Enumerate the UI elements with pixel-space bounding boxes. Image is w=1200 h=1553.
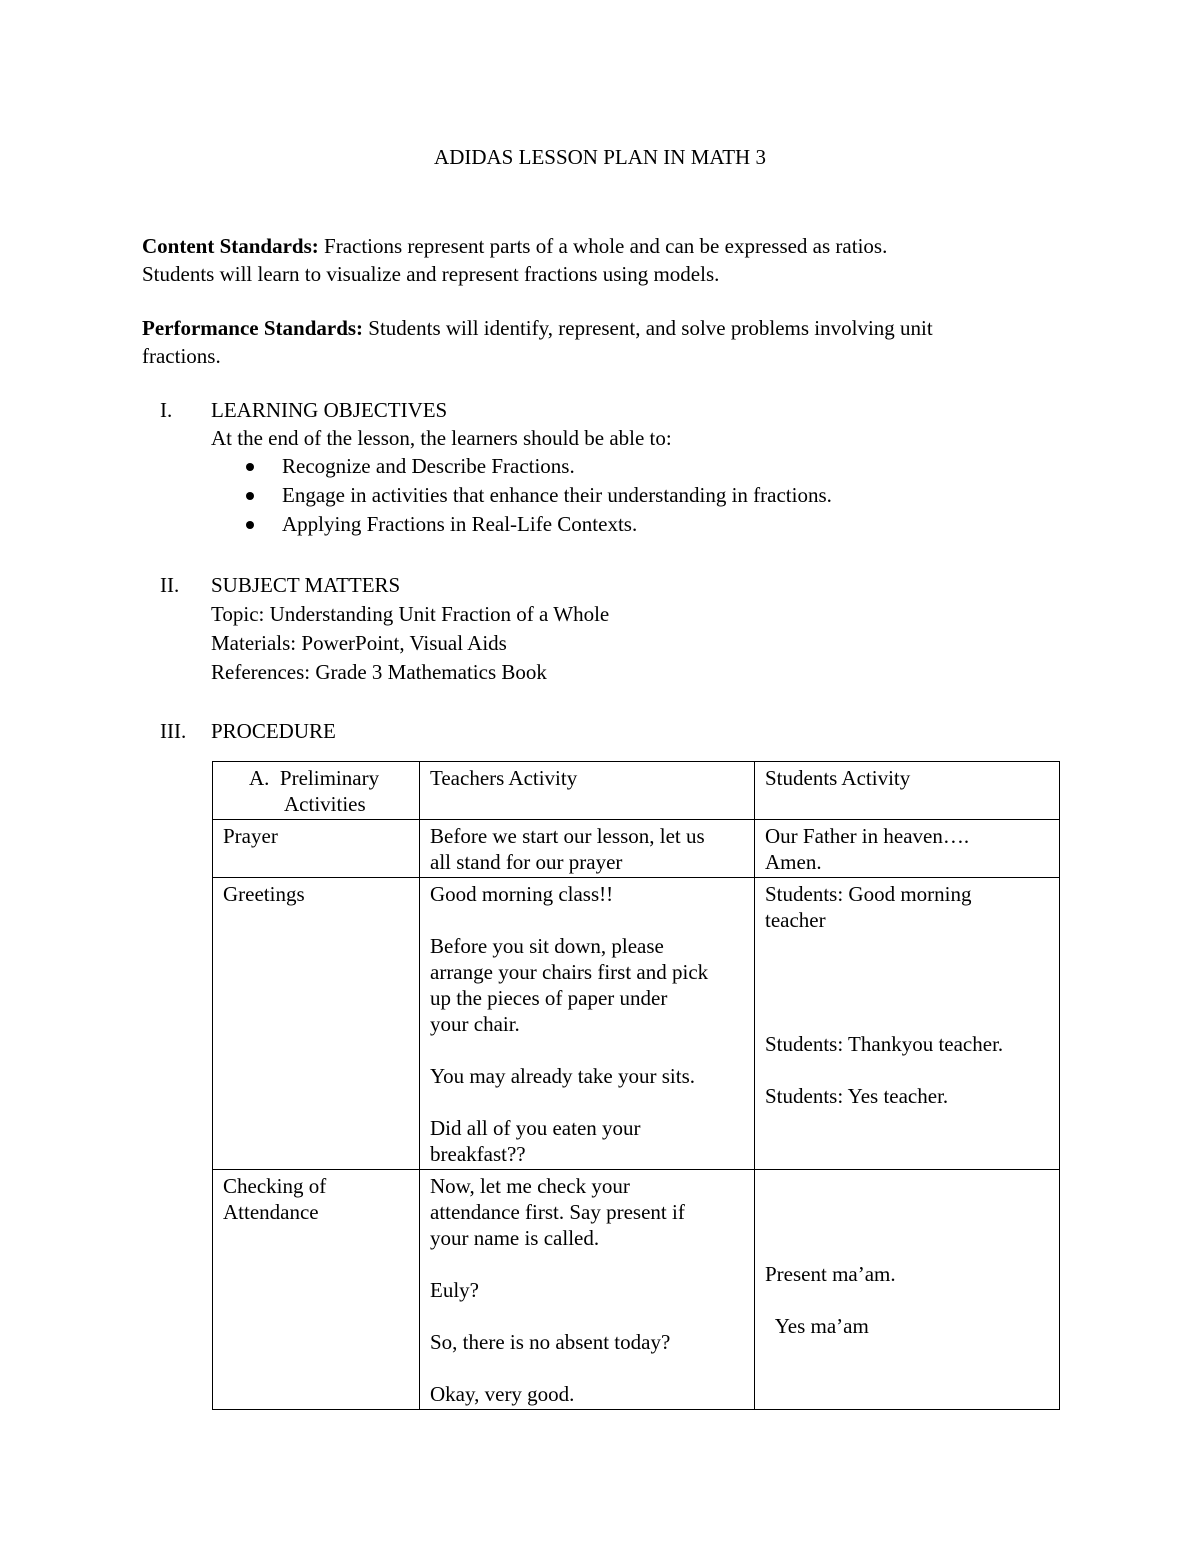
header-preliminary-activities [213, 762, 420, 820]
cell-text [430, 907, 745, 933]
cell-text: Good morning class!! [430, 882, 614, 906]
cell-text [765, 1199, 1050, 1225]
cell-text [765, 1173, 1050, 1199]
row-activity-cell [213, 820, 420, 878]
cell-text: Prayer [223, 824, 278, 848]
list-item: Applying Fractions in Real-Life Contexts. [211, 510, 1071, 539]
table-header-row [213, 762, 1060, 820]
section-3-heading: PROCEDURE [211, 719, 336, 743]
cell-text: Amen. [765, 850, 822, 874]
row-teacher-cell [420, 878, 755, 1170]
cell-text: Students: Thankyou teacher. [765, 1032, 1004, 1056]
cell-text: Attendance [223, 1200, 319, 1224]
content-standards [142, 232, 1062, 288]
cell-text: Present ma’am. [765, 1262, 896, 1286]
subject-topic: Topic: Understanding Unit Fraction of a Whole [211, 602, 610, 626]
cell-text: You may already take your sits. [430, 1064, 695, 1088]
cell-text: your name is called. [430, 1226, 600, 1250]
cell-text: Euly? [430, 1278, 479, 1302]
cell-text: up the pieces of paper under [430, 986, 668, 1010]
section-1-heading: LEARNING OBJECTIVES [211, 398, 448, 422]
section-2-numeral: II. [160, 573, 180, 597]
performance-standards-text: Students will identify, represent, and solve problems involving unit [363, 316, 933, 340]
cell-text: Did all of you eaten your [430, 1116, 641, 1140]
section-1-numeral: I. [160, 398, 173, 422]
cell-text: Students: Yes teacher. [765, 1084, 949, 1108]
cell-text [430, 1251, 745, 1277]
cell-text: Okay, very good. [430, 1382, 575, 1406]
header-marker: A. [249, 766, 270, 790]
list-item: Engage in activities that enhance their understanding in fractions. [211, 481, 1071, 510]
row-teacher-cell [420, 1170, 755, 1410]
section-subject-matters [211, 571, 1071, 687]
objectives-list [211, 452, 1071, 539]
cell-text [430, 1037, 745, 1063]
header-students-activity: Students Activity [755, 762, 1060, 820]
cell-text: all stand for our prayer [430, 850, 623, 874]
row-students-cell [755, 878, 1060, 1170]
content-standards-text: Fractions represent parts of a whole and can be expressed as ratios. [318, 234, 888, 258]
row-teacher-cell [420, 820, 755, 878]
section-procedure [211, 717, 1071, 745]
cell-text [765, 1225, 1050, 1261]
performance-standards-text-cont: fractions. [142, 344, 221, 368]
section-1-intro: At the end of the lesson, the learners should be able to: [211, 426, 672, 450]
cell-text: Students: Good morning [765, 882, 972, 906]
cell-text: attendance first. Say present if [430, 1200, 685, 1224]
header-col1-line2: Activities [284, 792, 366, 816]
cell-text [765, 1057, 1050, 1083]
row-activity-cell [213, 1170, 420, 1410]
cell-text [765, 933, 1050, 959]
cell-text: arrange your chairs first and pick [430, 960, 709, 984]
header-teachers-activity: Teachers Activity [420, 762, 755, 820]
cell-text: breakfast?? [430, 1142, 526, 1166]
cell-text: So, there is no absent today? [430, 1330, 671, 1354]
performance-standards-label: Performance Standards: [142, 316, 364, 340]
cell-text [765, 959, 1050, 985]
row-students-cell [755, 1170, 1060, 1410]
content-standards-text-cont: Students will learn to visualize and represent fractions using models. [142, 262, 720, 286]
cell-text: your chair. [430, 1012, 520, 1036]
cell-text [430, 1355, 745, 1381]
performance-standards [142, 314, 1062, 370]
table-row [213, 1170, 1060, 1410]
cell-text: Checking of [223, 1174, 327, 1198]
table-row [213, 820, 1060, 878]
document-title: ADIDAS LESSON PLAN IN MATH 3 [434, 145, 766, 169]
section-2-heading: SUBJECT MATTERS [211, 573, 401, 597]
cell-text [765, 1287, 1050, 1313]
row-activity-cell [213, 878, 420, 1170]
section-3-numeral: III. [160, 719, 187, 743]
cell-text [430, 1089, 745, 1115]
cell-text [765, 985, 1050, 1011]
cell-text: Our Father in heaven…. [765, 824, 970, 848]
section-learning-objectives [211, 396, 1071, 539]
row-students-cell [755, 820, 1060, 878]
content-standards-label: Content Standards: [142, 234, 319, 258]
cell-text: Before we start our lesson, let us [430, 824, 705, 848]
cell-text: Yes ma’am [765, 1314, 869, 1338]
subject-references: References: Grade 3 Mathematics Book [211, 660, 547, 684]
procedure-table [212, 761, 1060, 1410]
cell-text: Greetings [223, 882, 305, 906]
list-item: Recognize and Describe Fractions. [211, 452, 1071, 481]
cell-text [765, 1011, 1050, 1031]
table-row [213, 878, 1060, 1170]
cell-text [430, 1303, 745, 1329]
cell-text: teacher [765, 908, 826, 932]
cell-text: Now, let me check your [430, 1174, 630, 1198]
cell-text: Before you sit down, please [430, 934, 664, 958]
header-col1-line1: Preliminary [279, 766, 380, 790]
subject-materials: Materials: PowerPoint, Visual Aids [211, 631, 507, 655]
